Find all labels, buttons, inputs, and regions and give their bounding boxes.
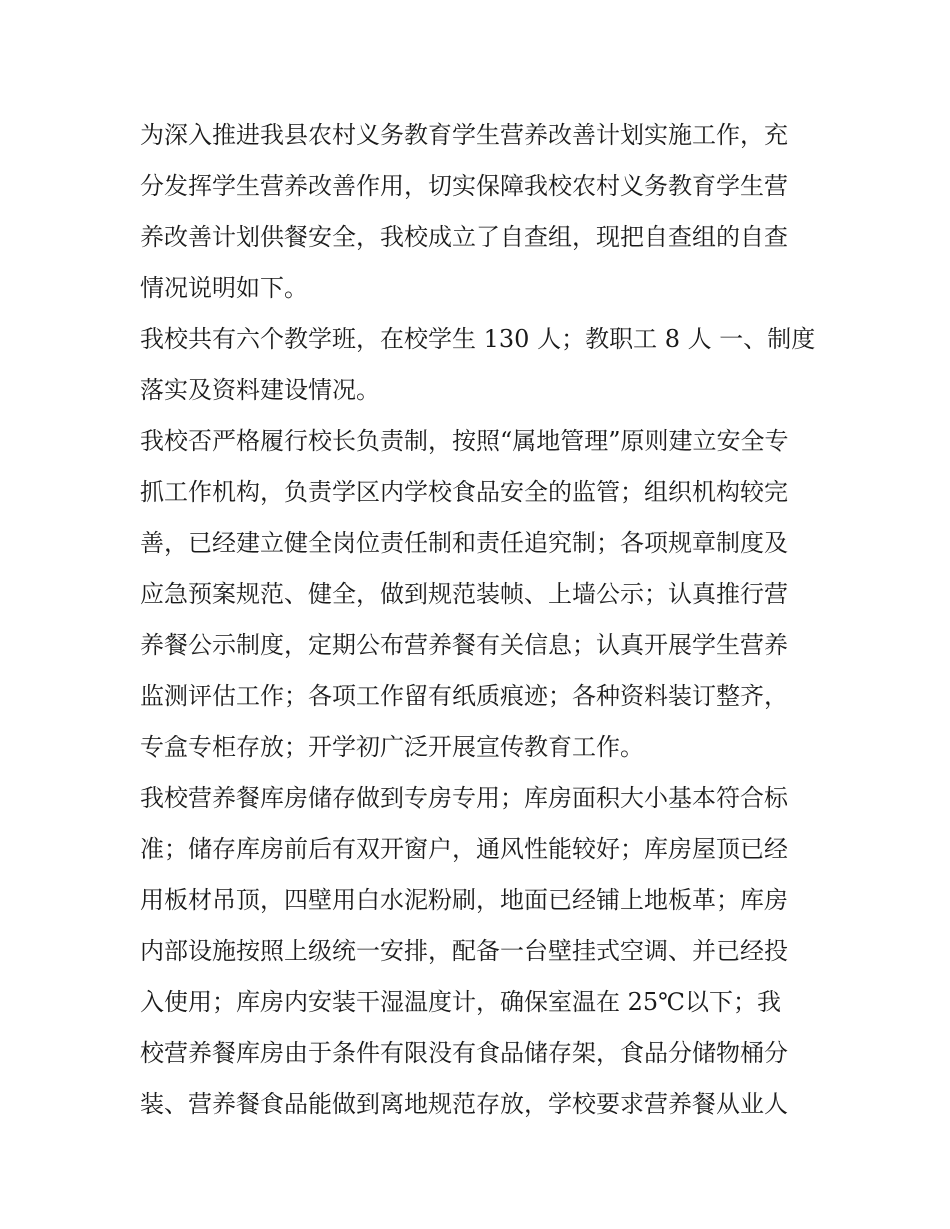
text-line: 我校共有六个教学班，在校学生 130 人；教职工 8 人 一、制度 — [140, 325, 816, 353]
text-line: 为深入推进我县农村义务教育学生营养改善计划实施工作，充 — [140, 121, 788, 149]
text-line: 我校营养餐库房储存做到专房专用；库房面积大小基本符合标 — [140, 784, 788, 812]
text-line: 应急预案规范、健全，做到规范装帧、上墙公示；认真推行营 — [140, 580, 788, 608]
text-line: 用板材吊顶，四壁用白水泥粉刷，地面已经铺上地板革；库房 — [140, 886, 788, 914]
text-line: 抓工作机构，负责学区内学校食品安全的监管；组织机构较完 — [140, 478, 788, 506]
text-line: 分发挥学生营养改善作用，切实保障我校农村义务教育学生营 — [140, 172, 788, 200]
text-line: 校营养餐库房由于条件有限没有食品储存架，食品分储物桶分 — [140, 1039, 788, 1067]
document-body — [140, 110, 830, 1130]
text-line: 专盒专柜存放；开学初广泛开展宣传教育工作。 — [140, 733, 644, 761]
text-line: 善，已经建立健全岗位责任制和责任追究制；各项规章制度及 — [140, 529, 788, 557]
text-line: 准；储存库房前后有双开窗户，通风性能较好；库房屋顶已经 — [140, 835, 788, 863]
text-line: 我校否严格履行校长负责制，按照“属地管理”原则建立安全专 — [140, 427, 789, 455]
text-line: 情况说明如下。 — [140, 274, 308, 302]
text-line: 入使用；库房内安装干湿温度计，确保室温在 25℃以下；我 — [140, 988, 782, 1016]
text-line: 装、营养餐食品能做到离地规范存放，学校要求营养餐从业人 — [140, 1090, 788, 1118]
text-line: 养餐公示制度，定期公布营养餐有关信息；认真开展学生营养 — [140, 631, 788, 659]
text-line: 监测评估工作；各项工作留有纸质痕迹；各种资料装订整齐， — [140, 682, 788, 710]
text-line: 落实及资料建设情况。 — [140, 376, 380, 404]
text-line: 养改善计划供餐安全，我校成立了自查组，现把自查组的自查 — [140, 223, 788, 251]
text-line: 内部设施按照上级统一安排，配备一台壁挂式空调、并已经投 — [140, 937, 788, 965]
